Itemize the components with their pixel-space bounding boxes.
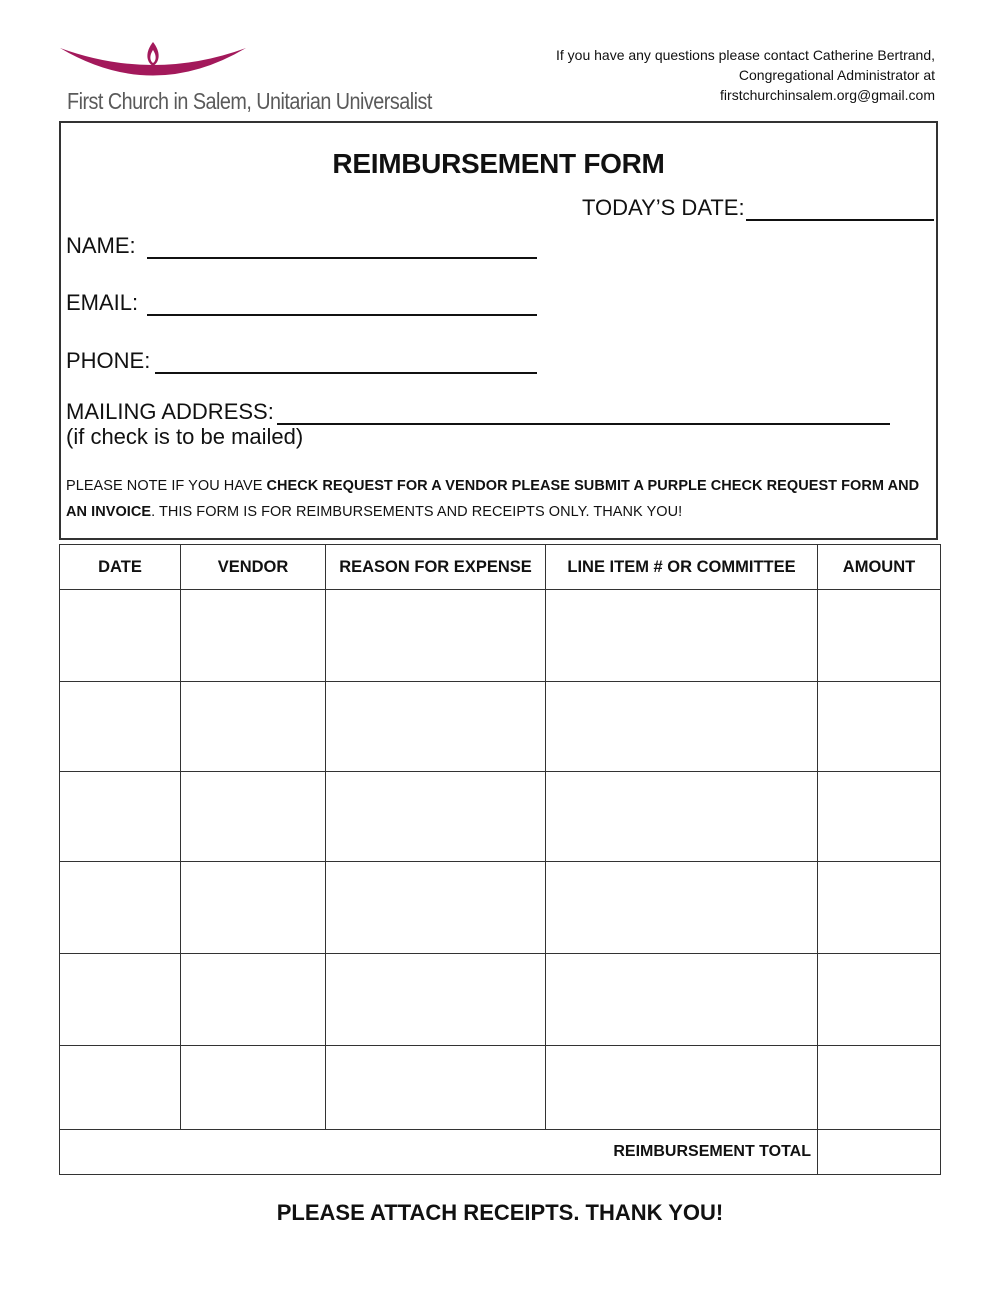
reason-cell[interactable] — [326, 590, 546, 682]
table-header-row — [60, 545, 941, 590]
line-item-cell[interactable] — [546, 772, 818, 862]
form-title: REIMBURSEMENT FORM — [332, 148, 665, 179]
amount-cell[interactable] — [818, 772, 941, 862]
reimbursement-total-cell[interactable] — [818, 1130, 941, 1175]
reason-cell[interactable] — [326, 1046, 546, 1130]
column-header-date: DATE — [60, 545, 181, 590]
applicant-info-box — [59, 121, 938, 540]
amount-cell[interactable] — [818, 862, 941, 954]
table-row — [60, 1046, 941, 1130]
contact-line-1: If you have any questions please contact Catherine Bertrand, — [555, 47, 935, 63]
total-row — [60, 1130, 941, 1175]
org-name: First Church in Salem, Unitarian Universalist — [67, 88, 432, 114]
notice-text-2: . THIS FORM IS FOR REIMBURSEMENTS AND RECEIPTS ONLY. THANK YOU! — [151, 504, 683, 520]
column-header-line-item: LINE ITEM # OR COMMITTEE — [546, 545, 818, 590]
contact-info — [556, 45, 935, 105]
vendor-cell[interactable] — [181, 954, 326, 1046]
notice-text-1: PLEASE NOTE IF YOU HAVE — [66, 478, 267, 494]
contact-line-2: Congregational Administrator at — [738, 67, 935, 83]
contact-email: firstchurchinsalem.org@gmail.com — [720, 87, 935, 103]
church-logo — [58, 38, 432, 118]
column-header-vendor: VENDOR — [181, 545, 326, 590]
name-field[interactable] — [147, 257, 537, 259]
table-row — [60, 954, 941, 1046]
phone-field[interactable] — [155, 372, 537, 374]
mailing-address-field[interactable] — [277, 423, 890, 425]
vendor-cell[interactable] — [181, 682, 326, 772]
vendor-cell[interactable] — [181, 862, 326, 954]
reason-cell[interactable] — [326, 772, 546, 862]
date-cell[interactable] — [60, 590, 181, 682]
todays-date-label: TODAY’S DATE: — [582, 195, 745, 220]
table-row — [60, 772, 941, 862]
mailing-address-label: MAILING ADDRESS: — [66, 399, 274, 424]
email-field[interactable] — [147, 314, 537, 316]
todays-date-field[interactable] — [746, 219, 934, 221]
attach-receipts-note: PLEASE ATTACH RECEIPTS. THANK YOU! — [276, 1200, 724, 1225]
line-item-cell[interactable] — [546, 682, 818, 772]
date-cell[interactable] — [60, 682, 181, 772]
reason-cell[interactable] — [326, 682, 546, 772]
reimbursement-total-label: REIMBURSEMENT TOTAL — [60, 1130, 818, 1175]
phone-label: PHONE: — [66, 348, 151, 373]
vendor-cell[interactable] — [181, 1046, 326, 1130]
date-cell[interactable] — [60, 1046, 181, 1130]
mailing-address-note: (if check is to be mailed) — [66, 424, 304, 449]
reason-cell[interactable] — [326, 862, 546, 954]
notice-bold-text: CHECK REQUEST FOR A VENDOR PLEASE SUBMIT A PURPLE CHECK REQUEST FORM AND AN INVOICE — [66, 478, 920, 520]
date-cell[interactable] — [60, 954, 181, 1046]
table-row — [60, 862, 941, 954]
table-row — [60, 590, 941, 682]
expense-table — [59, 544, 941, 1175]
vendor-cell[interactable] — [181, 772, 326, 862]
name-label: NAME: — [66, 233, 136, 258]
amount-cell[interactable] — [818, 954, 941, 1046]
chalice-flame-icon — [58, 38, 258, 86]
column-header-amount: AMOUNT — [818, 545, 941, 590]
line-item-cell[interactable] — [546, 954, 818, 1046]
vendor-cell[interactable] — [181, 590, 326, 682]
amount-cell[interactable] — [818, 1046, 941, 1130]
date-cell[interactable] — [60, 862, 181, 954]
line-item-cell[interactable] — [546, 1046, 818, 1130]
amount-cell[interactable] — [818, 682, 941, 772]
reason-cell[interactable] — [326, 954, 546, 1046]
line-item-cell[interactable] — [546, 862, 818, 954]
date-cell[interactable] — [60, 772, 181, 862]
line-item-cell[interactable] — [546, 590, 818, 682]
amount-cell[interactable] — [818, 590, 941, 682]
vendor-notice — [66, 473, 922, 525]
column-header-reason: REASON FOR EXPENSE — [326, 545, 546, 590]
table-row — [60, 682, 941, 772]
email-label: EMAIL: — [66, 290, 139, 315]
